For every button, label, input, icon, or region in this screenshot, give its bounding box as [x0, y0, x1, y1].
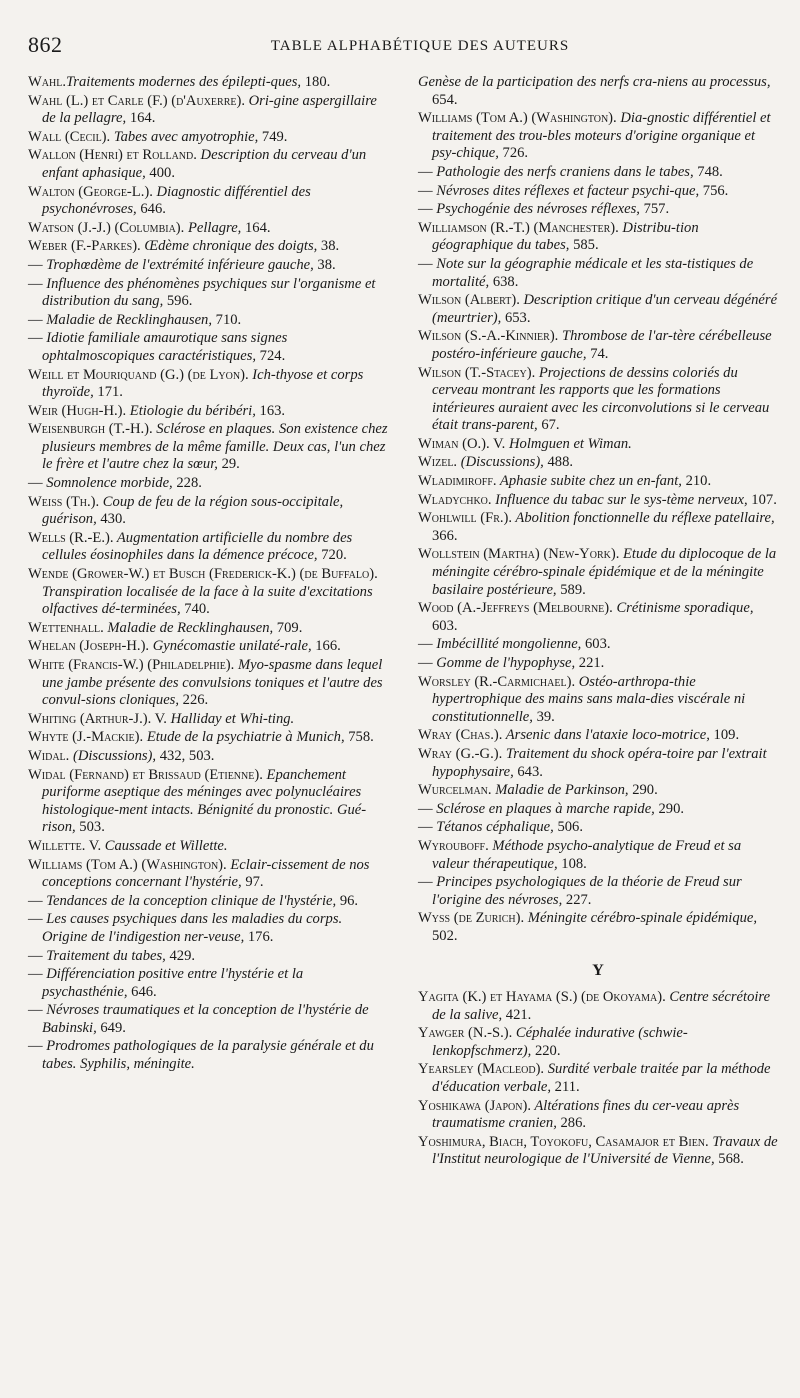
entry-author: White (Francis-W.) (Philadelphie). [28, 657, 235, 673]
entry-title: Eclair-cissement de nos conceptions concernant l'hystérie, [42, 856, 370, 891]
index-entry [28, 838, 388, 856]
index-entry [418, 910, 778, 945]
entry-title: Aphasie subite chez un en-fant, [496, 473, 682, 490]
index-entry [28, 312, 388, 330]
entry-title: Maladie de Recklinghausen, [42, 311, 212, 328]
index-entry [418, 674, 778, 727]
entry-title: Sclérose en plaques. Son existence chez plusieurs membres de la même famille. Deux cas, l'un chez le frère et l'autre chez la sœur, [42, 421, 388, 473]
entry-title: Myo-spasme dans lequel une jambe présente des convulsions toniques et l'autre des convul-sions cloniques, [42, 657, 383, 709]
entry-page-ref: 290. [628, 782, 658, 799]
entry-author: Wray (Chas.). [418, 727, 503, 744]
entry-page-ref: 432, 503. [156, 747, 215, 764]
index-entry [28, 893, 388, 911]
entry-page-ref: 67. [537, 417, 560, 434]
entry-page-ref: 709. [273, 619, 303, 636]
entry-title: Arsenic dans l'ataxie loco-motrice, [502, 727, 710, 744]
entry-page-ref: 366. [432, 527, 458, 544]
entry-author: Wood (A.-Jeffreys (Melbourne). [418, 600, 613, 617]
page-number: 862 [28, 32, 63, 57]
entry-title: Ich-thyose et corps thyroïde, [42, 366, 364, 401]
entry-page-ref: 38. [313, 256, 336, 273]
entry-page-ref: 211. [551, 1079, 580, 1096]
index-entry [418, 727, 778, 745]
index-entry [28, 729, 388, 747]
index-entry [418, 655, 778, 673]
entry-title: Influence des phénomènes psychiques sur l'organisme et distribution du sang, [42, 275, 376, 310]
index-entry [418, 436, 778, 454]
entry-title: Céphalée indurative (schwie-lenkopfschmerz), [432, 1025, 688, 1059]
entry-author: — [418, 819, 433, 836]
entry-title: Gomme de l'hypophyse, [432, 655, 576, 671]
index-entry [418, 636, 778, 654]
entry-title: Ori-gine aspergillaire de la pellagre, [42, 92, 377, 127]
entry-page-ref: 646. [127, 983, 157, 1000]
entry-page-ref: 97. [241, 874, 264, 891]
index-entry [28, 711, 388, 729]
index-entry [418, 110, 778, 163]
index-entry [418, 746, 778, 781]
entry-author: — [418, 255, 433, 272]
entry-author: Weill et Mouriquand (G.) (de Lyon). [28, 366, 249, 383]
entry-author: Worsley (R.-Carmichael). [418, 673, 576, 690]
entry-title: Centre sécrétoire de la salive, [432, 989, 771, 1023]
entry-page-ref: 221. [575, 655, 605, 671]
entry-author: Wyss (de Zurich). [418, 910, 525, 927]
entry-title: Projections de dessins coloriés du cerveau montrant les rapports que les formations intérieures auraient avec les circonvolutions si le cerveau était trans-parent, [432, 364, 770, 434]
running-title: TABLE ALPHABÉTIQUE DES AUTEURS [270, 38, 570, 54]
entry-title: Description critique d'un cerveau dégénéré (meurtrier), [432, 292, 778, 326]
entry-title: Pellagre, [184, 219, 242, 236]
entry-title: Gynécomastie unilaté-rale, [149, 638, 312, 655]
entry-author: — [418, 800, 433, 817]
entry-page-ref: 109. [709, 727, 740, 744]
entry-author: Wladychko. [418, 491, 492, 508]
entry-title: Les causes psychiques dans les maladies du corps. Origine de l'indigestion ner-veuse, [42, 911, 343, 945]
entry-title: Description du cerveau d'un enfant aphasique, [42, 147, 367, 181]
entry-title: Œdème chronique des doigts, [140, 238, 318, 255]
index-entry [28, 1002, 388, 1037]
entry-page-ref: 39. [532, 708, 555, 725]
entry-page-ref: 726. [498, 145, 529, 162]
index-entry [418, 292, 778, 327]
entry-title: Caussade et Willette. [101, 837, 228, 854]
entry-title: Maladie de Recklinghausen, [103, 619, 274, 636]
entry-page-ref: 220. [531, 1042, 561, 1059]
entry-page-ref: 400. [145, 164, 175, 181]
index-entry [418, 256, 778, 291]
entry-title: Pathologie des nerfs craniens dans le tabes, [432, 163, 694, 180]
entry-title: Holmguen et Wiman. [505, 435, 632, 452]
entry-title: Diagnostic différentiel des psychonévroses, [42, 183, 311, 218]
entry-page-ref: 226. [179, 692, 209, 709]
entry-page-ref: 596. [163, 293, 193, 310]
entry-author: — [418, 201, 433, 218]
right-column [418, 74, 778, 1170]
index-entry [418, 220, 778, 255]
entry-author: Wyrouboff. [418, 837, 489, 854]
entry-title: Dia-gnostic différentiel et traitement des trou-bles moteurs d'origine organique et psy-chique, [432, 110, 771, 162]
index-entry [418, 989, 778, 1024]
entry-page-ref: 96. [336, 892, 359, 909]
entry-page-ref: 646. [136, 201, 166, 218]
index-entry [28, 657, 388, 710]
entry-author: Watson (J.-J.) (Columbia). [28, 219, 185, 236]
entry-author: Wilson (S.-A.-Kinnier). [418, 328, 559, 345]
entry-page-ref: 748. [693, 163, 723, 180]
entry-title: Imbécillité mongolienne, [432, 636, 582, 653]
index-entry [28, 566, 388, 619]
index-entry [28, 220, 388, 238]
entry-page-ref: 180. [301, 74, 331, 90]
entry-page-ref: 429. [165, 947, 196, 964]
entry-author: Widal (Fernand) et Brissaud (Etienne). [28, 766, 263, 783]
entry-title: Traitements modernes des épilepti-ques, [65, 74, 302, 90]
index-entry [28, 184, 388, 219]
index-entry [418, 510, 778, 545]
entry-author: — [28, 256, 43, 273]
entry-title: Thrombose de l'ar-tère cérébelleuse postéro-inférieure gauche, [432, 328, 772, 362]
entry-title: Traitement du shock opéra-toire par l'extrait hypophysaire, [432, 745, 767, 780]
entry-title: Méthode psycho-analytique de Freud et sa valeur thérapeutique, [432, 837, 742, 872]
index-entry [418, 164, 778, 182]
entry-page-ref: 568. [714, 1151, 744, 1168]
entry-page-ref: 38. [317, 238, 340, 255]
entry-page-ref: 654. [432, 91, 458, 108]
entry-title: Névroses traumatiques et la conception de l'hystérie de Babinski, [42, 1002, 369, 1036]
entry-page-ref: 503. [75, 819, 105, 836]
entry-author: Whyte (J.-Mackie). [28, 729, 144, 746]
entry-author: Willette. V. [28, 837, 102, 854]
entry-author: Weiss (Th.). [28, 493, 100, 510]
entry-page-ref: 757. [639, 201, 670, 218]
entry-page-ref: 756. [699, 182, 729, 199]
index-entry [28, 74, 388, 92]
index-entry [28, 911, 388, 946]
index-entry [28, 620, 388, 638]
index-entry [28, 530, 388, 565]
entry-page-ref: 286. [556, 1115, 587, 1132]
index-entry [28, 330, 388, 365]
entry-page-ref: 29. [217, 456, 240, 473]
entry-author: Yoshimura, Biach, Toyokofu, Casamajor et Bien. [418, 1133, 709, 1150]
entry-page-ref: 589. [556, 581, 586, 598]
entry-title: Etude de la psychiatrie à Munich, [143, 729, 345, 746]
entry-title: Distribu-tion géographique du tabes, [432, 219, 699, 254]
entry-author: Wohlwill (Fr.). [418, 510, 513, 527]
entry-author: Wettenhall. [28, 619, 104, 636]
index-entry [418, 1134, 778, 1169]
entry-page-ref: 740. [180, 601, 210, 618]
entry-author: — [418, 655, 433, 671]
left-column [28, 74, 388, 1075]
entry-author: Wurcelman. [418, 782, 492, 799]
index-entry [418, 492, 778, 510]
entry-author: Walton (George-L.). [28, 183, 153, 200]
entry-title: Etiologie du béribéri, [126, 402, 256, 419]
index-entry [418, 365, 778, 435]
entry-title: (Discussions), [457, 454, 544, 471]
entry-title: Idiotie familiale amaurotique sans signes ophtalmoscopiques caractéristiques, [42, 330, 288, 364]
entry-author: Wilson (Albert). [418, 292, 520, 309]
entry-author: Wizel. [418, 454, 458, 471]
index-entry [418, 1025, 778, 1060]
entry-author: — [28, 275, 43, 292]
entry-author: Weir (Hugh-H.). [28, 402, 127, 419]
entry-page-ref: 649. [96, 1019, 126, 1036]
entry-author: — [28, 1038, 43, 1055]
entry-author: — [28, 892, 43, 909]
entry-page-ref: 603. [432, 617, 458, 634]
entry-page-ref: 653. [501, 309, 531, 326]
entry-title: (Discussions), [69, 747, 157, 764]
entry-author: — [28, 311, 43, 328]
index-entry [28, 494, 388, 529]
entry-page-ref: 638. [489, 273, 519, 290]
entry-title: Maladie de Parkinson, [491, 782, 629, 799]
entry-author: Wahl. [28, 74, 66, 90]
entry-title: Tabes avec amyotrophie, [110, 128, 259, 145]
entry-title: Sclérose en plaques à marche rapide, [432, 800, 655, 817]
entry-author: Whiting (Arthur-J.). V. [28, 710, 167, 727]
entry-page-ref: 585. [569, 237, 599, 254]
entry-author: Wilson (T.-Stacey). [418, 364, 536, 381]
entry-page-ref: 749. [258, 128, 288, 145]
entry-author: Weber (F.-Parkes). [28, 238, 141, 255]
entry-page-ref: 710. [212, 311, 242, 328]
entry-title: Abolition fonctionnelle du réflexe patellaire, [512, 510, 775, 527]
index-entry [28, 147, 388, 182]
entry-page-ref: 176. [244, 928, 274, 945]
entry-title: Halliday et Whi-ting. [166, 710, 295, 727]
entry-page-ref: 421. [502, 1006, 532, 1023]
page-header [0, 0, 800, 70]
index-entry [418, 473, 778, 491]
index-entry [28, 403, 388, 421]
entry-page-ref: 164. [126, 110, 156, 127]
entry-author: Wiman (O.). V. [418, 435, 506, 452]
entry-author: Wall (Cecil). [28, 128, 111, 145]
index-entry [418, 454, 778, 472]
index-entry [418, 201, 778, 219]
index-entry [28, 638, 388, 656]
entry-title: Trophœdème de l'extrémité inférieure gauche, [42, 256, 314, 273]
index-entry [28, 276, 388, 311]
entry-page-ref: 603. [581, 636, 611, 653]
index-entry [418, 874, 778, 909]
entry-author: — [418, 182, 433, 199]
entry-title: Ostéo-arthropa-thie hypertrophique des mains sans mala-dies viscérale ni constitutionnelle, [432, 673, 746, 725]
entry-author: — [418, 874, 433, 891]
entry-title: Augmentation artificielle du nombre des cellules éosinophiles dans la démence précoce, [42, 529, 353, 564]
entry-title: Coup de feu de la région sous-occipitale, guérison, [42, 493, 344, 528]
entry-title: Principes psychologiques de la théorie de Freud sur l'origine des névroses, [432, 874, 742, 908]
entry-author: Wende (Grower-W.) et Busch (Frederick-K.) (de Buffalo). [28, 566, 378, 583]
index-entry [418, 546, 778, 599]
entry-author: Widal. [28, 747, 70, 764]
entry-author: — [28, 1002, 43, 1019]
index-entry [28, 257, 388, 275]
entry-title: Névroses dites réflexes et facteur psychi-que, [432, 182, 700, 199]
entry-title: Crétinisme sporadique, [612, 600, 754, 617]
entry-page-ref: 290. [654, 800, 685, 817]
entry-author: Williams (Tom A.) (Washington). [418, 110, 617, 127]
entry-title: Tétanos céphalique, [432, 819, 554, 836]
entry-author: Yoshikawa (Japon). [418, 1097, 531, 1114]
index-entry [28, 421, 388, 474]
entry-author: Yearsley (Macleod). [418, 1061, 545, 1078]
index-entry [418, 801, 778, 819]
entry-title: Etude du diplocoque de la méningite cérébro-spinale épidémique et de la méningite basilaire postérieure, [432, 546, 777, 598]
entry-title: Traitement du tabes, [42, 947, 166, 964]
entry-author: — [418, 163, 433, 180]
entry-author: Wells (R.-E.). [28, 529, 114, 546]
entry-page-ref: 210. [681, 473, 712, 490]
entry-page-ref: 643. [513, 763, 543, 780]
entry-author: Wahl (L.) et Carle (F.) (d'Auxerre). [28, 92, 245, 109]
index-entry [28, 475, 388, 493]
entry-author: — [418, 636, 433, 653]
entry-title: Altérations fines du cer-veau après traumatisme cranien, [432, 1097, 740, 1132]
entry-author: Weisenburgh (T.-H.). [28, 421, 153, 438]
index-entry [28, 857, 388, 892]
entry-title: Tendances de la conception clinique de l'hystérie, [42, 892, 337, 909]
entry-page-ref: 488. [543, 454, 574, 471]
entry-author: — [28, 330, 43, 347]
index-entry [418, 1061, 778, 1096]
entry-title: Prodromes pathologiques de la paralysie générale et du tabes. Syphilis, méningite. [42, 1038, 374, 1073]
entry-author: Whelan (Joseph-H.). [28, 638, 150, 655]
index-entry [418, 782, 778, 800]
entry-page-ref: 228. [172, 475, 202, 492]
index-entry [28, 948, 388, 966]
entry-page-ref: 163. [255, 402, 286, 419]
index-entry [28, 238, 388, 256]
entry-author: — [28, 947, 43, 964]
entry-author: — [28, 475, 43, 492]
entry-author: — [28, 966, 43, 983]
entry-author: Wladimiroff. [418, 473, 497, 490]
index-entry [418, 600, 778, 635]
entry-title: Somnolence morbide, [42, 475, 173, 492]
index-entry [28, 1038, 388, 1073]
index-entry [418, 183, 778, 201]
entry-page-ref: 502. [432, 927, 458, 944]
index-entry [418, 1098, 778, 1133]
index-entry [28, 966, 388, 1001]
entry-title: Surdité verbale traitée par la méthode d'éducation verbale, [432, 1061, 771, 1096]
index-entry [418, 838, 778, 873]
entry-title: Différenciation positive entre l'hystérie et la psychasthénie, [42, 966, 304, 1000]
entry-author: Williams (Tom A.) (Washington). [28, 856, 227, 873]
index-entry [28, 93, 388, 128]
entry-page-ref: 171. [93, 384, 123, 401]
entry-title: Transpiration localisée de la face à la suite d'excitations olfactives dé-terminées, [42, 583, 373, 618]
entry-author: Yagita (K.) et Hayama (S.) (de Okoyama). [418, 989, 666, 1006]
entry-page-ref: 166. [311, 638, 341, 655]
entry-title: Psychogénie des névroses réflexes, [432, 201, 640, 218]
entry-author: Wallon (Henri) et Rolland. [28, 147, 197, 164]
entry-title: Travaux de l'Institut neurologique de l'Université de Vienne, [432, 1133, 778, 1168]
entry-author: Yawger (N.-S.). [418, 1025, 513, 1042]
index-entry [418, 819, 778, 837]
index-entry [28, 767, 388, 837]
entry-author: Wollstein (Martha) (New-York). [418, 546, 620, 563]
entry-page-ref: 227. [562, 891, 592, 908]
entry-page-ref: 74. [586, 345, 609, 362]
index-entry [28, 748, 388, 766]
index-entry [28, 367, 388, 402]
entry-author: Williamson (R.-T.) (Manchester). [418, 219, 619, 236]
entry-page-ref: 758. [344, 729, 374, 746]
index-entry [28, 129, 388, 147]
entry-title: Epanchement puriforme aseptique des méninges avec polynucléaires histologique-ment intacts. Bénignité du pronostic. Gué-rison, [42, 766, 367, 836]
entry-page-ref: 108. [557, 855, 587, 872]
section-heading-y: Y [592, 961, 604, 979]
index-entry [418, 74, 778, 109]
entry-page-ref: 164. [241, 219, 271, 236]
entry-page-ref: 107. [747, 491, 777, 508]
entry-title: Influence du tabac sur le sys-tème nerveux, [491, 491, 748, 508]
entry-author: Wray (G.-G.). [418, 745, 503, 762]
entry-page-ref: 506. [553, 819, 583, 836]
entry-page-ref: 724. [256, 347, 286, 364]
index-entry [418, 328, 778, 363]
entry-page-ref: 430. [96, 511, 126, 528]
entry-page-ref: 720. [317, 547, 347, 564]
entry-author: — [28, 911, 43, 928]
entry-title: Genèse de la participation des nerfs cra-niens au processus, [418, 74, 771, 90]
entry-title: Note sur la géographie médicale et les sta-tistiques de mortalité, [432, 255, 754, 290]
entry-title: Méningite cérébro-spinale épidémique, [524, 910, 758, 927]
